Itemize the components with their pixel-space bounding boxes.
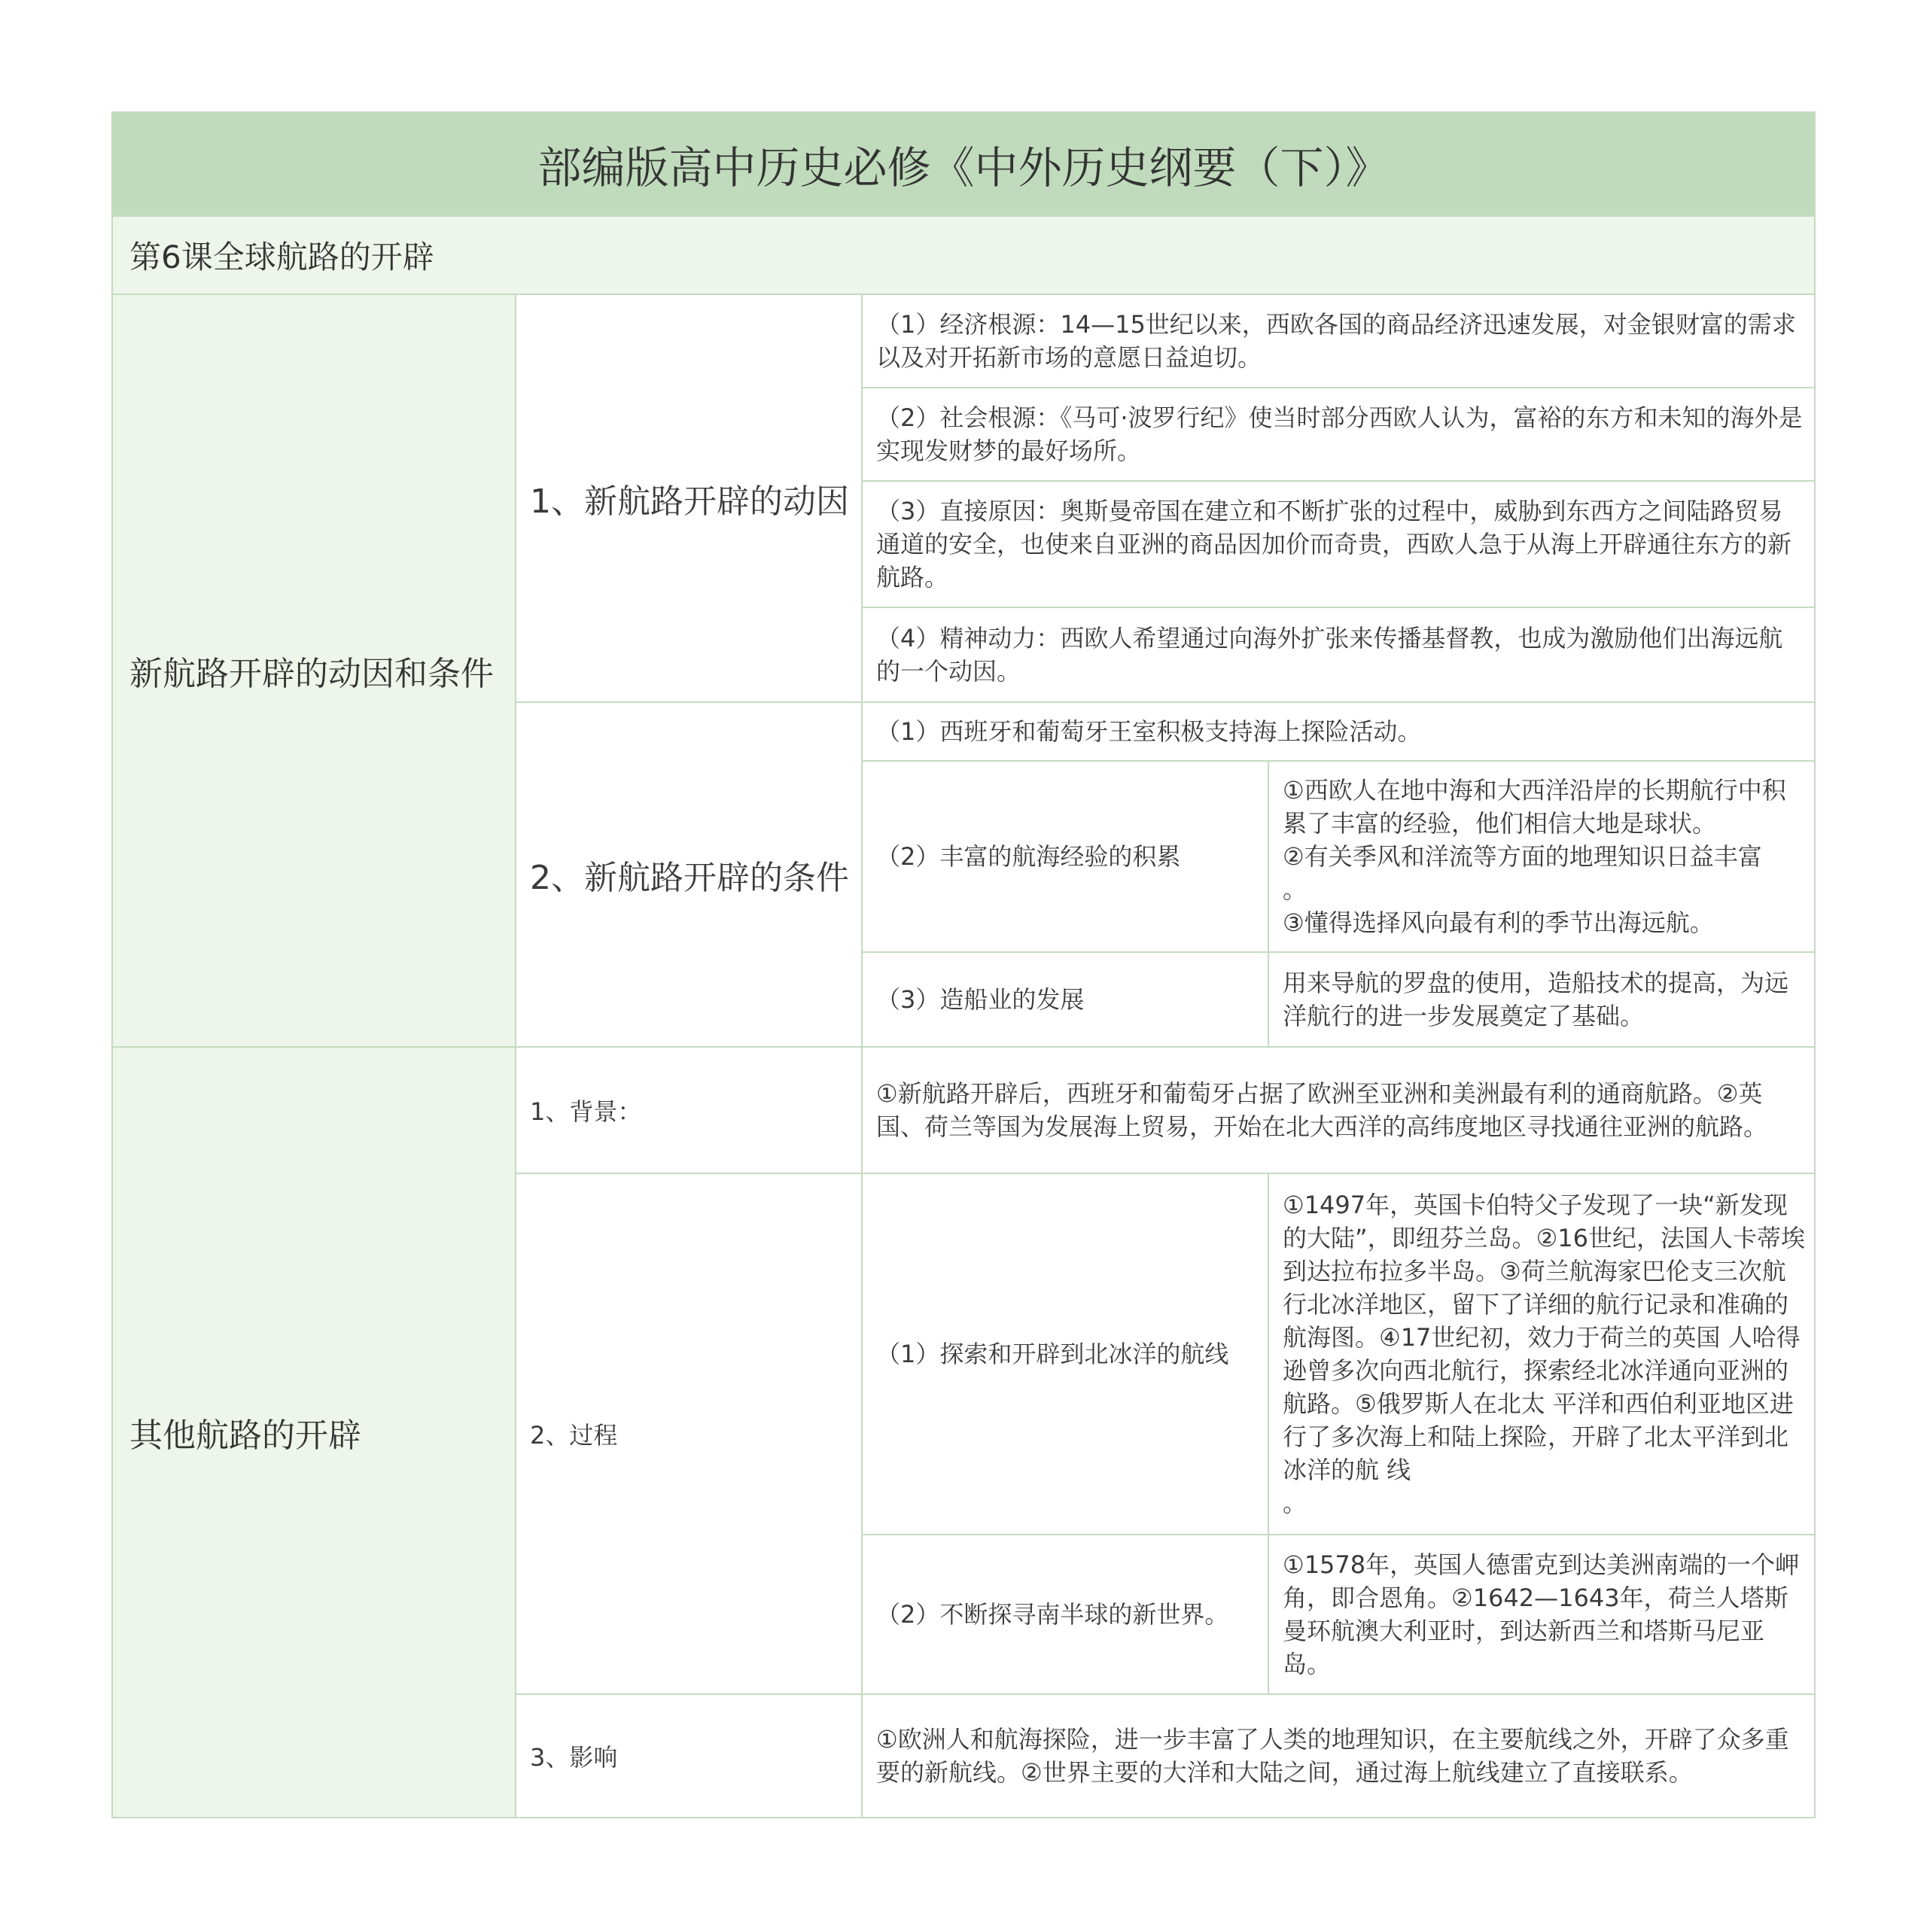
group-causes: [515, 294, 863, 703]
process-detail: [1268, 1534, 1816, 1695]
cause-item: [861, 387, 1816, 482]
background-detail: [861, 1046, 1816, 1174]
section-other-routes: [111, 1046, 516, 1818]
group-label: 1、背景：: [530, 1097, 642, 1126]
group-label: 2、过程: [530, 1421, 618, 1450]
condition-detail: [1268, 760, 1816, 953]
group-impact: [515, 1693, 863, 1818]
group-process: [515, 1173, 863, 1695]
section-causes-conditions: [111, 294, 516, 1048]
section-label: 其他航路的开辟: [129, 1416, 361, 1455]
process-item: [861, 1534, 1269, 1695]
cause-text: （1）经济根源：14—15世纪以来，西欧各国的商品经济迅速发展，对金银财富的需求以及对开拓新市场的意愿日益迫切。: [876, 310, 1796, 372]
page-title: [111, 111, 1816, 217]
condition-text: （1）西班牙和葡萄牙王室积极支持海上探险活动。: [876, 717, 1422, 746]
process-item: [861, 1173, 1269, 1535]
condition-detail-text: 用来导航的罗盘的使用，造船技术的提高，为远洋航行的进一步发展奠定了基础。: [1283, 969, 1789, 1030]
group-label: 1、新航路开辟的动因: [530, 482, 849, 521]
lesson-title: 第6课全球航路的开辟: [129, 239, 434, 275]
process-detail: [1268, 1173, 1816, 1535]
group-label: 3、影响: [530, 1743, 618, 1772]
impact-text: ①欧洲人和航海探险，进一步丰富了人类的地理知识，在主要航线之外，开辟了众多重要的新航线。②世界主要的大洋和大陆之间，通过海上航线建立了直接联系。: [876, 1725, 1789, 1787]
cause-item: [861, 607, 1816, 703]
cause-text: （4）精神动力：西欧人希望通过向海外扩张来传播基督教，也成为激励他们出海远航的一个动因。: [876, 624, 1783, 686]
condition-item: [861, 760, 1269, 953]
condition-item: [861, 951, 1269, 1048]
process-label: （2）不断探寻南半球的新世界。: [876, 1600, 1229, 1629]
lesson-row: [111, 215, 1816, 295]
condition-detail-text: ①西欧人在地中海和大西洋沿岸的长期航行中积累了丰富的经验，他们相信大地是球状。 ②有关季风和洋流等方面的地理知识日益丰富 。 ③懂得选择风向最有利的季节出海远航。: [1283, 776, 1786, 937]
process-detail-text: ①1578年，英国人德雷克到达美洲南端的一个岬角，即合恩角。②1642—1643年，荷兰人塔斯曼环航澳大利亚时，到达新西兰和塔斯马尼亚岛。: [1283, 1550, 1800, 1678]
cause-item: [861, 294, 1816, 388]
background-text: ①新航路开辟后，西班牙和葡萄牙占据了欧洲至亚洲和美洲最有利的通商航路。②英国、荷兰等国为发展海上贸易，开始在北大西洋的高纬度地区寻找通往亚洲的航路。: [876, 1079, 1768, 1141]
process-label: （1）探索和开辟到北冰洋的航线: [876, 1340, 1229, 1368]
cause-text: （2）社会根源：《马可·波罗行纪》使当时部分西欧人认为，富裕的东方和未知的海外是实现发财梦的最好场所。: [876, 403, 1803, 465]
page-title-text: 部编版高中历史必修《中外历史纲要（下）》: [537, 142, 1390, 193]
cause-item: [861, 480, 1816, 608]
group-label: 2、新航路开辟的条件: [530, 859, 849, 897]
cause-text: （3）直接原因：奥斯曼帝国在建立和不断扩张的过程中，威胁到东西方之间陆路贸易通道的安全，也使来自亚洲的商品因加价而奇贵，西欧人急于从海上开辟通往东方的新航路。: [876, 497, 1792, 592]
impact-detail: [861, 1693, 1816, 1818]
section-label: 新航路开辟的动因和条件: [129, 655, 494, 693]
condition-detail: [1268, 951, 1816, 1048]
group-conditions: [515, 701, 863, 1048]
group-background: [515, 1046, 863, 1174]
process-detail-text: ①1497年，英国卡伯特父子发现了一块“新发现的大陆”，即纽芬兰岛。②16世纪，法国人卡蒂埃到达拉布拉多半岛。③荷兰航海家巴伦支三次航行北冰洋地区，留下了详细的航行记录和准确的航海图。④17世纪初，效力于荷兰的英国 人哈得逊曾多次向西北航行，探索经北冰洋通向亚洲的航路。⑤俄罗斯人在北太 平洋和西伯利亚地区进行了多次海上和陆上探险，开辟了北太平洋到北冰洋的航 线 。: [1283, 1191, 1805, 1517]
condition-label: （2）丰富的航海经验的积累: [876, 842, 1181, 871]
condition-label: （3）造船业的发展: [876, 985, 1085, 1014]
condition-item: [861, 701, 1816, 762]
